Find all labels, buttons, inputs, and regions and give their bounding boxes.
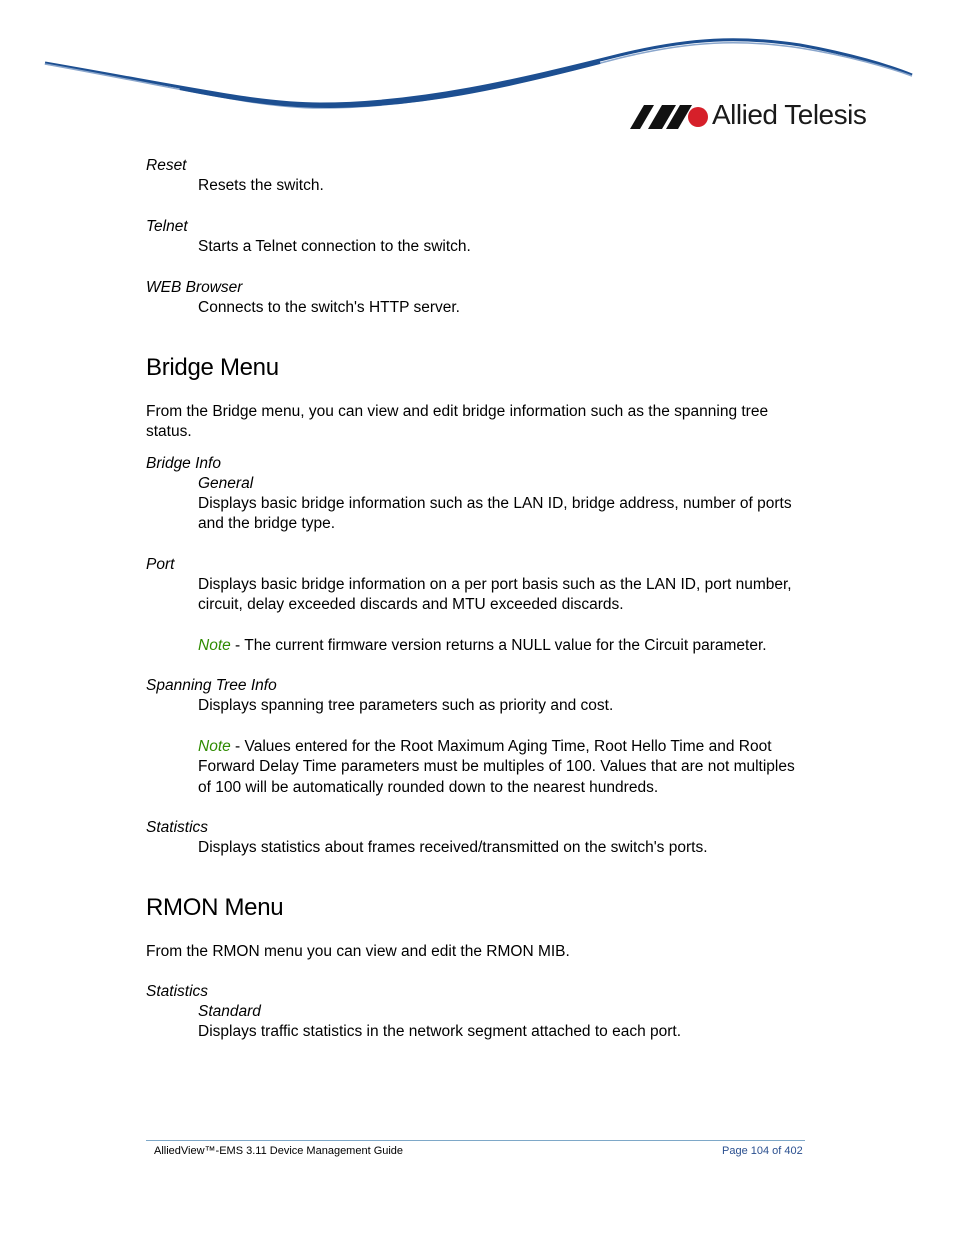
page-content bbox=[146, 156, 811, 1043]
footer-guide-title: AlliedView™-EMS 3.11 Device Management Guide bbox=[154, 1145, 404, 1157]
term-statistics: Statistics bbox=[146, 819, 209, 836]
note-label: Note bbox=[198, 737, 231, 755]
desc-reset: Resets the switch. bbox=[198, 177, 324, 194]
term-spanning-tree-info: Spanning Tree Info bbox=[146, 677, 277, 694]
term-port: Port bbox=[146, 555, 175, 573]
heading-bridge-menu: Bridge Menu bbox=[146, 353, 279, 381]
desc-spanning-tree-info: Displays spanning tree parameters such as priority and cost. bbox=[198, 697, 614, 714]
term-telnet: Telnet bbox=[146, 217, 188, 235]
note-label: Note bbox=[198, 636, 231, 654]
rmon-intro: From the RMON menu you can view and edit the RMON MIB. bbox=[146, 942, 570, 960]
logo-text: Allied Telesis bbox=[712, 99, 867, 130]
desc-web-browser: Connects to the switch's HTTP server. bbox=[198, 299, 460, 316]
allied-telesis-logo bbox=[630, 101, 870, 133]
desc-general: Displays basic bridge information such as the LAN ID, bridge address, number of ports and the bridge type. bbox=[198, 494, 792, 532]
desc-statistics: Displays statistics about frames received/transmitted on the switch's ports. bbox=[198, 839, 708, 856]
desc-telnet: Starts a Telnet connection to the switch. bbox=[198, 237, 471, 255]
term-web-browser: WEB Browser bbox=[146, 279, 243, 296]
logo-mark-icon bbox=[630, 105, 710, 129]
term-general: General bbox=[198, 474, 254, 492]
port-note-text: - The current firmware version returns a NULL value for the Circuit parameter. bbox=[230, 636, 767, 654]
stp-note bbox=[198, 737, 811, 799]
bridge-intro: From the Bridge menu, you can view and edit bridge information such as the spanning tree status. bbox=[146, 402, 769, 440]
term-reset: Reset bbox=[146, 157, 187, 174]
desc-port: Displays basic bridge information on a per port basis such as the LAN ID, port number, circuit, delay exceeded discards and MTU exceeded discards. bbox=[198, 575, 792, 613]
desc-standard: Displays traffic statistics in the network segment attached to each port. bbox=[198, 1023, 682, 1040]
heading-rmon-menu: RMON Menu bbox=[146, 893, 284, 921]
footer-page-number: Page 104 of 402 bbox=[722, 1145, 803, 1157]
port-note bbox=[198, 636, 811, 657]
stp-note-text: - Values entered for the Root Maximum Aging Time, Root Hello Time and Root Forward Delay Time parameters must be multiples of 100. Values that are not multiples of 100 will be automatically rounded down to the nearest hundreds. bbox=[198, 737, 795, 796]
footer-divider bbox=[146, 1140, 805, 1141]
term-bridge-info: Bridge Info bbox=[146, 454, 221, 472]
term-standard: Standard bbox=[198, 1003, 261, 1020]
term-rmon-statistics: Statistics bbox=[146, 983, 209, 1000]
